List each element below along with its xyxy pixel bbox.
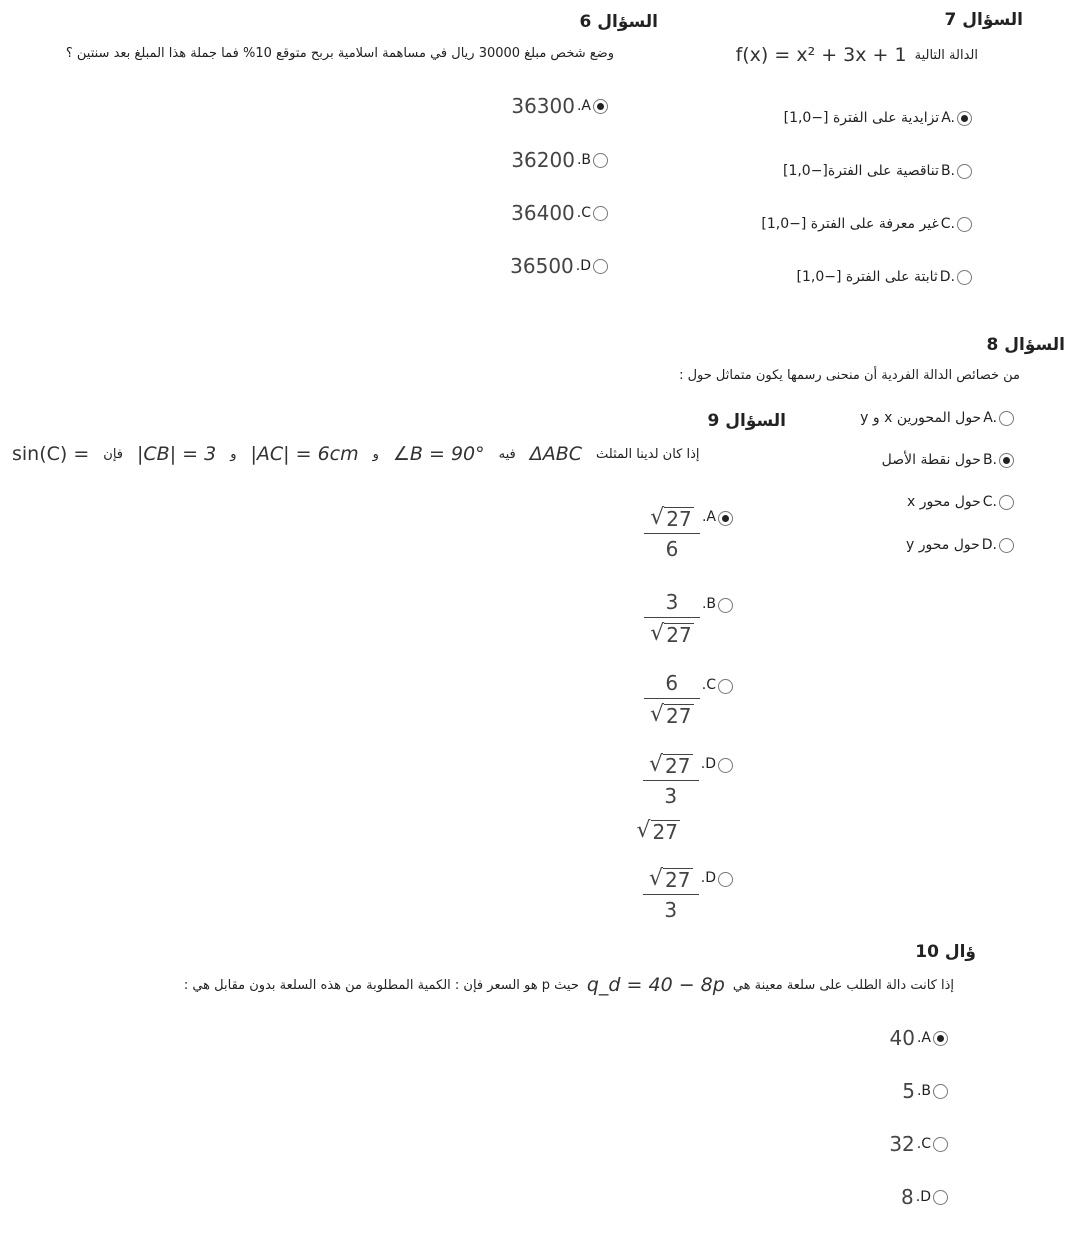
q10-option-c-radio[interactable] bbox=[933, 1137, 948, 1152]
q9-option-b[interactable] bbox=[644, 590, 733, 646]
q6-title: السؤال 6 bbox=[579, 12, 658, 32]
q10-option-d-letter: .D bbox=[915, 1189, 931, 1205]
q10-option-a-value: 40 bbox=[889, 1026, 915, 1050]
q6-option-d-letter: .D bbox=[575, 258, 591, 274]
q9-fih: فيه bbox=[498, 446, 516, 462]
q9-angle: ∠B = 90° bbox=[392, 443, 485, 465]
q9-option-b-radio[interactable] bbox=[718, 598, 733, 613]
q7-formula: f(x) = x² + 3x + 1 bbox=[735, 44, 907, 66]
q10-option-a[interactable] bbox=[890, 1026, 948, 1050]
q7-option-b[interactable] bbox=[783, 163, 972, 179]
q7-option-c-text: غير معرفة على الفترة [−1,0] bbox=[761, 216, 939, 232]
q7-prompt-row bbox=[736, 44, 978, 66]
q6-option-c-letter: .C bbox=[576, 205, 591, 221]
q6-option-a-value: 36300 bbox=[511, 94, 575, 118]
q6-prompt: وضع شخص مبلغ 30000 ريال في مساهمة اسلامية بربح متوقع 10% فما جملة هذا المبلغ بعد سنتين ؟ bbox=[65, 46, 614, 61]
q8-option-a[interactable] bbox=[860, 410, 1014, 426]
q7-option-c-radio[interactable] bbox=[957, 217, 972, 232]
q8-prompt: من خصائص الدالة الفردية أن منحنى رسمها يكون متماثل حول : bbox=[679, 368, 1020, 383]
q10-option-b[interactable] bbox=[902, 1079, 948, 1103]
q9-option-b-fraction: 3 √ 27 bbox=[644, 590, 700, 646]
q9-option-d-duplicate[interactable] bbox=[643, 866, 733, 922]
q9-option-b-letter: .B bbox=[701, 596, 716, 612]
q8-option-b-text: حول نقطة الأصل bbox=[881, 452, 981, 468]
q9-cb: |CB| = 3 bbox=[137, 443, 217, 465]
q7-option-d[interactable] bbox=[797, 269, 972, 285]
q8-option-c-letter: C. bbox=[982, 494, 997, 510]
q9-option-c-fraction: 6 √ 27 bbox=[644, 671, 700, 727]
q10-option-a-radio[interactable] bbox=[933, 1031, 948, 1046]
q9-option-c-radio[interactable] bbox=[718, 679, 733, 694]
q7-option-d-radio[interactable] bbox=[957, 270, 972, 285]
q7-option-a-letter: A. bbox=[941, 110, 955, 126]
q10-option-b-radio[interactable] bbox=[933, 1084, 948, 1099]
q9-option-d2-radio[interactable] bbox=[718, 872, 733, 887]
q6-option-d-value: 36500 bbox=[510, 254, 574, 278]
q6-option-b-value: 36200 bbox=[511, 148, 575, 172]
q8-option-a-text: حول المحورين x و y bbox=[860, 410, 982, 426]
q9-option-a-fraction: √ 27 6 bbox=[644, 505, 700, 561]
q10-title: ؤال 10 bbox=[915, 942, 976, 962]
q8-title: السؤال 8 bbox=[986, 335, 1065, 355]
q10-option-d[interactable] bbox=[901, 1185, 948, 1209]
q8-option-a-radio[interactable] bbox=[999, 411, 1014, 426]
q6-option-a-letter: .A bbox=[576, 98, 591, 114]
q7-option-b-letter: B. bbox=[940, 163, 955, 179]
q8-option-c-radio[interactable] bbox=[999, 495, 1014, 510]
q7-option-b-radio[interactable] bbox=[957, 164, 972, 179]
q9-and2: و bbox=[230, 446, 237, 462]
q9-option-d[interactable] bbox=[643, 752, 733, 808]
q9-and1: و bbox=[372, 446, 379, 462]
q6-option-b[interactable] bbox=[511, 148, 608, 172]
q10-prompt-a: إذا كانت دالة الطلب على سلعة معينة هي bbox=[732, 977, 954, 993]
q7-option-a[interactable] bbox=[784, 110, 972, 126]
q9-prompt-row bbox=[12, 443, 700, 465]
q6-option-c-radio[interactable] bbox=[593, 206, 608, 221]
q10-formula: q_d = 40 − 8p bbox=[586, 974, 725, 996]
q9-option-c-letter: .C bbox=[701, 677, 716, 693]
q8-option-b[interactable] bbox=[882, 452, 1014, 468]
q8-option-c[interactable] bbox=[907, 494, 1014, 510]
q9-title: السؤال 9 bbox=[707, 411, 786, 431]
q10-option-b-value: 5 bbox=[902, 1079, 915, 1103]
q9-option-d2-fraction: √ 27 3 bbox=[643, 866, 699, 922]
q7-option-d-letter: D. bbox=[939, 269, 955, 285]
q10-prompt-row bbox=[184, 974, 954, 996]
q8-option-d-letter: D. bbox=[981, 537, 997, 553]
q8-option-b-radio[interactable] bbox=[999, 453, 1014, 468]
q9-option-c[interactable] bbox=[644, 671, 733, 727]
q10-option-a-letter: .A bbox=[916, 1030, 931, 1046]
q6-option-c[interactable] bbox=[511, 201, 608, 225]
q6-option-c-value: 36400 bbox=[511, 201, 575, 225]
q7-option-a-text: تزايدية على الفترة [−1,0] bbox=[783, 110, 940, 126]
q8-option-b-letter: B. bbox=[982, 452, 997, 468]
q9-option-d2-letter: .D bbox=[700, 870, 716, 886]
q9-option-d-radio[interactable] bbox=[718, 758, 733, 773]
q6-option-d-radio[interactable] bbox=[593, 259, 608, 274]
q10-option-b-letter: .B bbox=[916, 1083, 931, 1099]
q9-ac: |AC| = 6cm bbox=[250, 443, 359, 465]
q9-triangle: ΔABC bbox=[529, 443, 583, 465]
q10-option-d-radio[interactable] bbox=[933, 1190, 948, 1205]
q8-option-d-radio[interactable] bbox=[999, 538, 1014, 553]
q9-then: فإن bbox=[103, 446, 124, 462]
q7-prompt: الدالة التالية bbox=[914, 47, 978, 63]
q6-option-b-radio[interactable] bbox=[593, 153, 608, 168]
q9-sin: sin(C) = bbox=[12, 443, 90, 465]
q7-option-b-text: تناقصية على الفترة[−1,0] bbox=[782, 163, 939, 179]
q7-option-c[interactable] bbox=[761, 216, 972, 232]
q9-option-a-radio[interactable] bbox=[718, 511, 733, 526]
q7-option-a-radio[interactable] bbox=[957, 111, 972, 126]
q9-prompt: إذا كان لدينا المثلث bbox=[596, 446, 700, 462]
q9-stray-radical: √ 27 bbox=[636, 818, 678, 844]
q6-option-a-radio[interactable] bbox=[593, 99, 608, 114]
q6-option-d[interactable] bbox=[510, 254, 608, 278]
q10-option-c-value: 32 bbox=[889, 1132, 915, 1156]
q8-option-c-text: حول محور x bbox=[906, 494, 981, 510]
q9-option-a[interactable] bbox=[644, 505, 733, 561]
q8-option-d-text: حول محور y bbox=[905, 537, 980, 553]
q7-option-c-letter: C. bbox=[940, 216, 955, 232]
q6-option-b-letter: .B bbox=[576, 152, 591, 168]
q6-option-a[interactable] bbox=[511, 94, 608, 118]
q10-option-c-letter: .C bbox=[916, 1136, 931, 1152]
q7-title: السؤال 7 bbox=[944, 10, 1023, 30]
q9-option-a-letter: .A bbox=[701, 509, 716, 525]
q9-option-d-letter: .D bbox=[700, 756, 716, 772]
q10-prompt-b: حيث p هو السعر فإن : الكمية المطلوبة من هذه السلعة بدون مقابل هي : bbox=[183, 977, 579, 993]
q10-option-d-value: 8 bbox=[901, 1185, 914, 1209]
q10-option-c[interactable] bbox=[889, 1132, 948, 1156]
q8-option-d[interactable] bbox=[906, 537, 1014, 553]
q7-option-d-text: ثابتة على الفترة [−1,0] bbox=[796, 269, 938, 285]
q9-option-d-fraction: √ 27 3 bbox=[643, 752, 699, 808]
q8-option-a-letter: A. bbox=[983, 410, 997, 426]
